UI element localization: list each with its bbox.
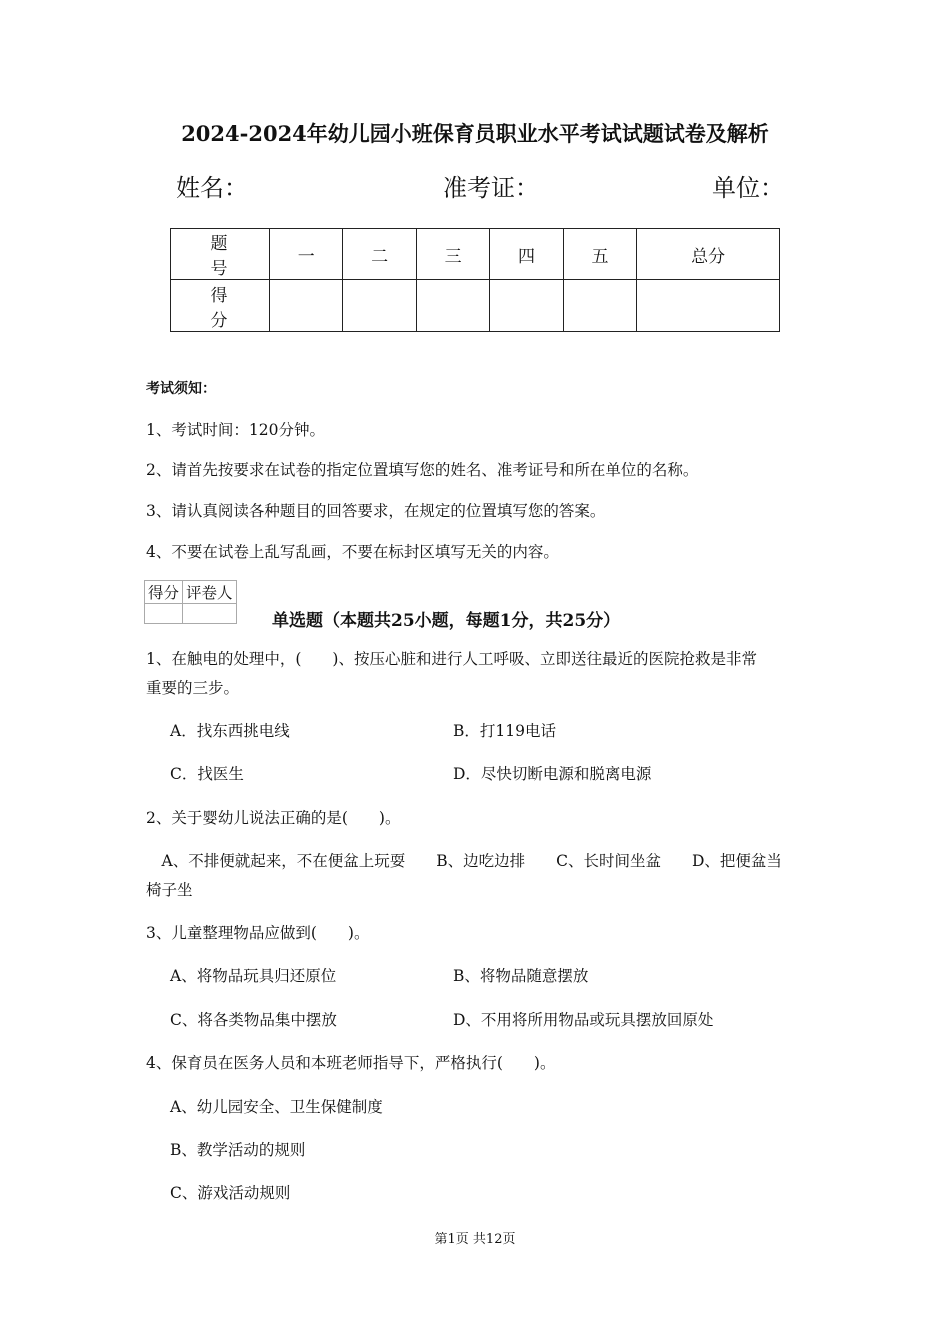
notice-item-3: 3、请认真阅读各种题目的回答要求，在规定的位置填写您的答案。	[146, 502, 606, 520]
page-footer: 第1页 共12页	[434, 1232, 516, 1247]
question-number-header: 题 号	[171, 229, 270, 280]
notice-item-2: 2、请首先按要求在试卷的指定位置填写您的姓名、准考证号和所在单位的名称。	[146, 461, 699, 479]
section-title: 单选题（本题共25小题，每题1分，共25分）	[272, 611, 621, 631]
question-4-stem: 4、保育员在医务人员和本班老师指导下，严格执行( )。	[146, 1054, 556, 1072]
score-table-header-row	[171, 229, 780, 280]
question-4-option-b[interactable]: B、教学活动的规则	[170, 1141, 306, 1159]
question-1-option-b[interactable]: B．打119电话	[453, 722, 556, 740]
score-cell-2[interactable]	[343, 280, 416, 332]
score-cell-3[interactable]	[416, 280, 489, 332]
score-cell-1[interactable]	[270, 280, 343, 332]
question-1-stem-cont: 重要的三步。	[146, 679, 240, 697]
grader-score-label: 得分	[145, 581, 183, 604]
exam-number-label: 准考证：	[443, 174, 539, 202]
score-cell-5[interactable]	[563, 280, 636, 332]
score-cell-total[interactable]	[637, 280, 780, 332]
page-title: 2024-2024年幼儿园小班保育员职业水平考试试题试卷及解析	[181, 121, 769, 146]
grader-name-cell[interactable]	[183, 604, 237, 624]
question-2-options-cont[interactable]: 椅子坐	[146, 881, 193, 899]
unit-label: 单位：	[712, 174, 784, 202]
question-3-option-b[interactable]: B、将物品随意摆放	[453, 967, 589, 985]
grader-box	[144, 580, 237, 624]
question-2-stem: 2、关于婴幼儿说法正确的是( )。	[146, 809, 401, 827]
grader-name-label: 评卷人	[183, 581, 237, 604]
question-3-option-a[interactable]: A、将物品玩具归还原位	[170, 967, 337, 985]
notice-item-4: 4、不要在试卷上乱写乱画，不要在标封区填写无关的内容。	[146, 543, 559, 561]
score-col-5: 五	[563, 229, 636, 280]
question-1-option-c[interactable]: C．找医生	[170, 765, 244, 783]
notice-title: 考试须知：	[146, 381, 216, 397]
score-row-label: 得 分	[171, 280, 270, 332]
grader-score-cell[interactable]	[145, 604, 183, 624]
question-2-options[interactable]: A、不排便就起来，不在便盆上玩耍 B、边吃边排 C、长时间坐盆 D、把便盆当	[146, 852, 782, 870]
question-3-option-d[interactable]: D、不用将所用物品或玩具摆放回原处	[453, 1011, 714, 1029]
notice-item-1: 1、考试时间：120分钟。	[146, 421, 325, 439]
score-col-3: 三	[416, 229, 489, 280]
score-col-1: 一	[270, 229, 343, 280]
score-col-total: 总分	[637, 229, 780, 280]
question-1-option-d[interactable]: D．尽快切断电源和脱离电源	[453, 765, 652, 783]
question-4-option-c[interactable]: C、游戏活动规则	[170, 1184, 291, 1202]
question-1-stem: 1、在触电的处理中，( )、按压心脏和进行人工呼吸、立即送往最近的医院抢救是非常	[146, 650, 757, 668]
question-3-option-c[interactable]: C、将各类物品集中摆放	[170, 1011, 337, 1029]
question-4-option-a[interactable]: A、幼儿园安全、卫生保健制度	[170, 1098, 383, 1116]
score-col-2: 二	[343, 229, 416, 280]
name-label: 姓名：	[176, 174, 248, 202]
score-table	[170, 228, 780, 332]
score-cell-4[interactable]	[490, 280, 563, 332]
question-1-option-a[interactable]: A．找东西挑电线	[170, 722, 290, 740]
score-col-4: 四	[490, 229, 563, 280]
question-3-stem: 3、儿童整理物品应做到( )。	[146, 924, 370, 942]
score-table-score-row	[171, 280, 780, 332]
